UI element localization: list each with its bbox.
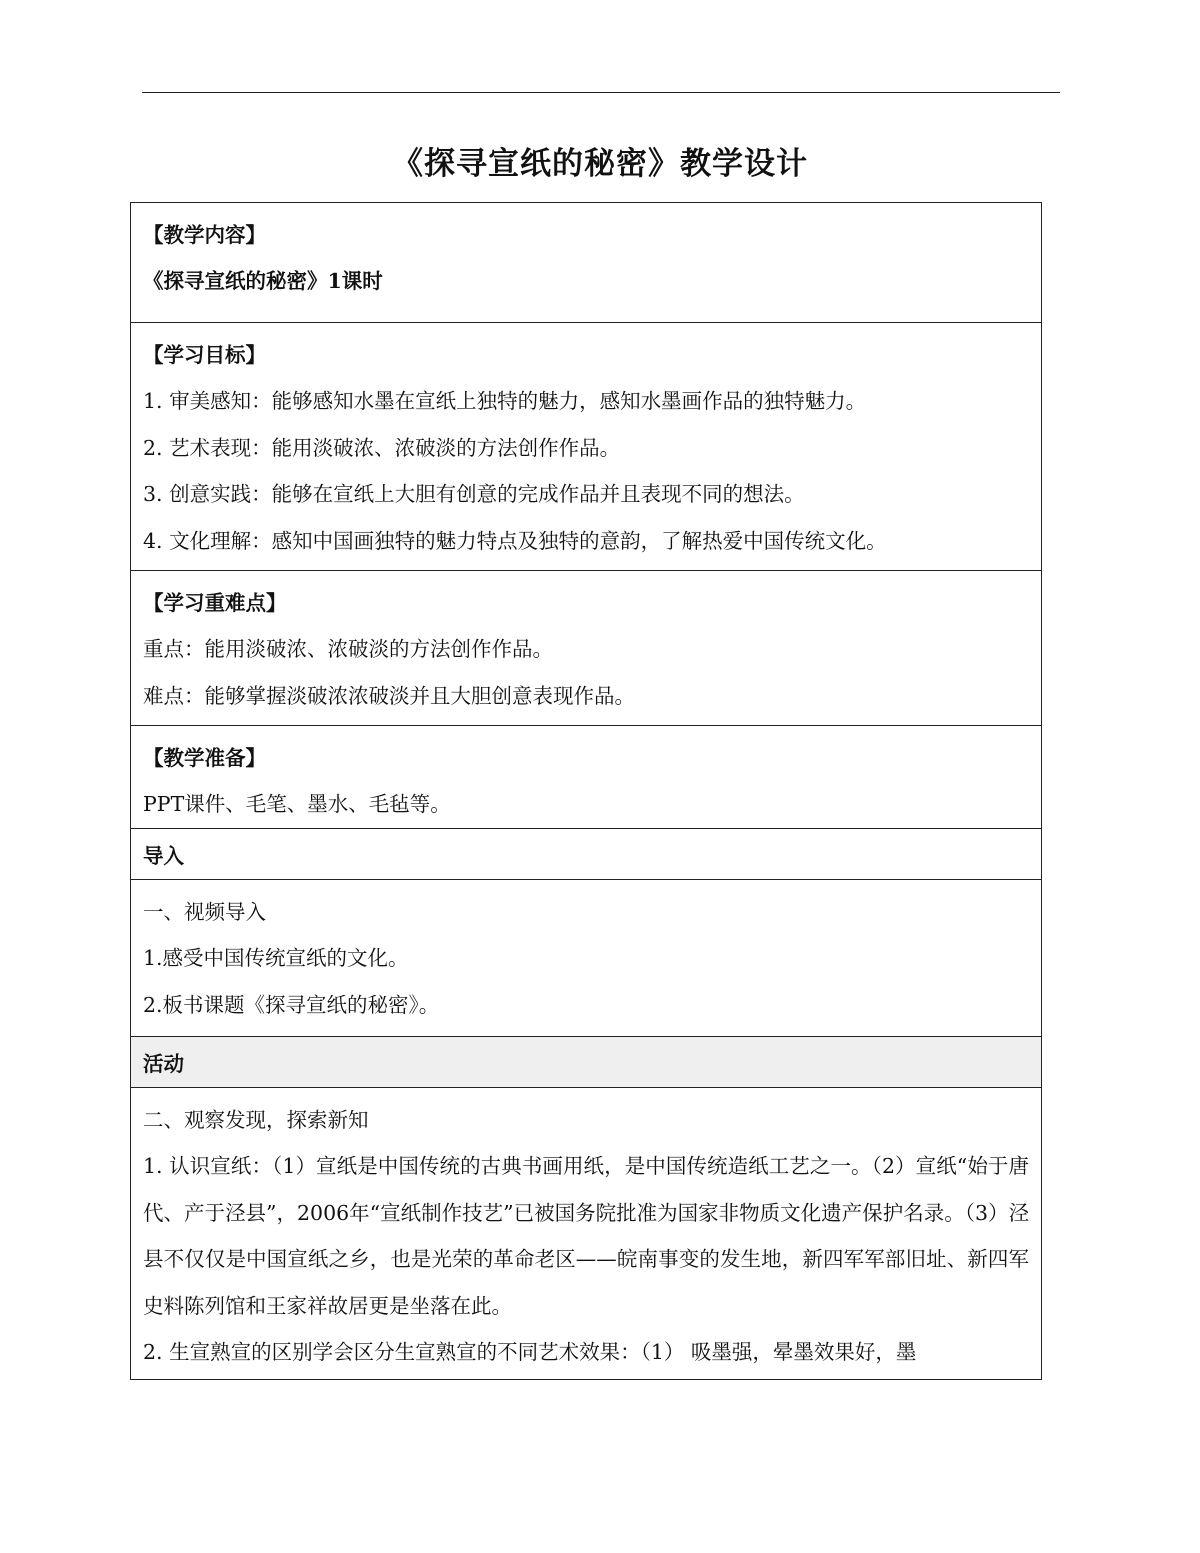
section-preparation (131, 726, 1042, 829)
document-title: 《探寻宣纸的秘密》教学设计 (392, 146, 808, 182)
section-text: 《探寻宣纸的秘密》1课时 (143, 269, 383, 293)
section-heading: 导入 (143, 843, 184, 868)
section-heading: 【学习重难点】 (143, 591, 287, 615)
activity-item: 2. 生宣熟宣的区别学会区分生宣熟宣的不同艺术效果：（1） 吸墨强，晕墨效果好，墨 (143, 1340, 917, 1364)
section-heading: 活动 (143, 1051, 184, 1076)
activity-paragraph: 1. 认识宣纸：（1）宣纸是中国传统的古典书画用纸，是中国传统造纸工艺之一。（2）宣纸“始于唐代、产于泾县”，2006年“宣纸制作技艺”已被国务院批准为国家非物质文化遗产保护名录。（3）泾县不仅仅是中国宣纸之乡，也是光荣的革命老区——皖南事变的发生地，新四军军部旧址、新四军史料陈列馆和王家祥故居更是坐落在此。 (143, 1154, 1029, 1318)
section-intro (131, 879, 1042, 1036)
lesson-plan-table (130, 202, 1042, 1380)
section-heading: 【教学准备】 (143, 746, 266, 770)
intro-item: 一、视频导入 (143, 899, 266, 924)
activity-item: 二、观察发现，探索新知 (143, 1107, 369, 1132)
section-learning-goals (131, 323, 1042, 571)
intro-item: 2.板书课题《探寻宣纸的秘密》。 (143, 992, 440, 1017)
intro-item: 1.感受中国传统宣纸的文化。 (143, 946, 409, 970)
section-heading: 【教学内容】 (143, 223, 266, 247)
goal-item: 2. 艺术表现：能用淡破浓、浓破淡的方法创作作品。 (143, 435, 621, 460)
header-rule (142, 92, 1060, 93)
goal-item: 3. 创意实践：能够在宣纸上大胆有创意的完成作品并且表现不同的想法。 (143, 482, 805, 506)
section-key-points (131, 571, 1042, 726)
keypoint-item: 重点：能用淡破浓、浓破淡的方法创作作品。 (143, 637, 553, 661)
goal-item: 4. 文化理解：感知中国画独特的魅力特点及独特的意韵，了解热爱中国传统文化。 (143, 528, 887, 553)
section-heading: 【学习目标】 (143, 343, 266, 367)
section-intro-header (131, 828, 1042, 879)
section-text: PPT课件、毛笔、墨水、毛毡等。 (143, 792, 451, 816)
section-activity-header (131, 1036, 1042, 1087)
section-activity (131, 1087, 1042, 1379)
section-teaching-content (131, 203, 1042, 323)
goal-item: 1. 审美感知：能够感知水墨在宣纸上独特的魅力，感知水墨画作品的独特魅力。 (143, 389, 867, 413)
keypoint-item: 难点：能够掌握淡破浓浓破淡并且大胆创意表现作品。 (143, 683, 635, 708)
